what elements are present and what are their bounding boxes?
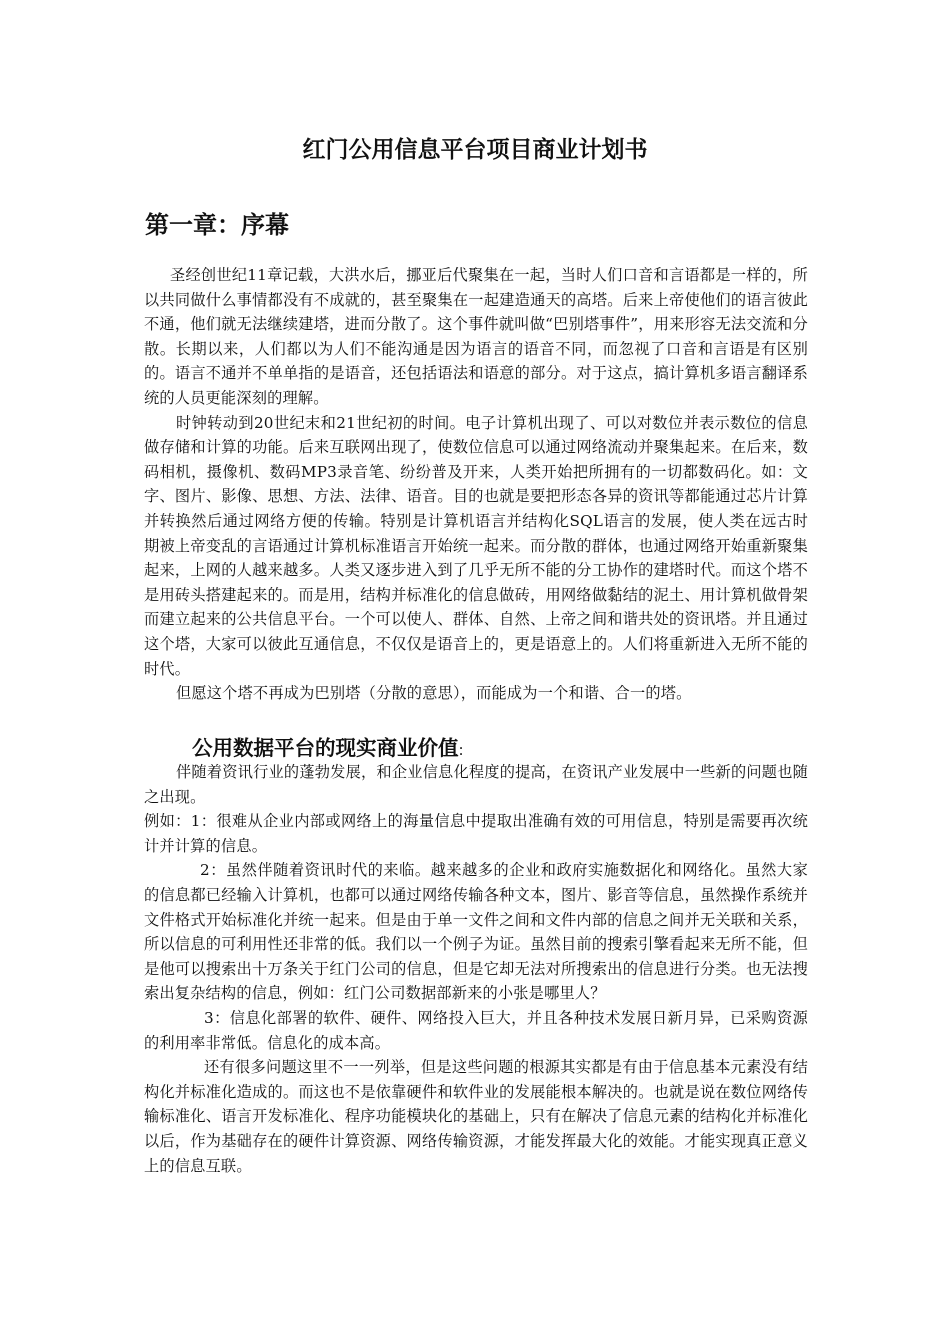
chapter-heading: 第一章：序幕 <box>145 211 289 239</box>
paragraph-hope: 但愿这个塔不再成为巴别塔（分散的意思），而能成为一个和谐、合一的塔。 <box>176 684 692 703</box>
paragraph-conclusion: 还有很多问题这里不一一列举，但是这些问题的根源其实都是有由于信息基本元素没有结构化并标准化造成的。而这也不是依靠硬件和软件业的发展能根本解决的。也就是说在数位网络传输标准化、语言开发标准化、程序功能模块化的基础上，只有在解决了信息元素的结构化并标准化以后，作为基础存在的硬件计算资源、网络传输资源，才能发挥最大化的效能。才能实现真正意义上的信息互联。 <box>144 1058 808 1175</box>
paragraph-problems-intro: 伴随着资讯行业的蓬勃发展，和企业信息化程度的提高，在资讯产业发展中一些新的问题也随之出现。 <box>144 763 808 806</box>
paragraph-problem-1: 例如：1：很难从企业内部或网络上的海量信息中提取出准确有效的可用信息，特别是需要再次统计并计算的信息。 <box>144 812 808 855</box>
intro-section <box>144 263 808 706</box>
document-title: 红门公用信息平台项目商业计划书 <box>302 137 648 163</box>
section-heading-text: 公用数据平台的现实商业价值 <box>192 736 459 760</box>
section-heading-colon: : <box>458 741 464 759</box>
paragraph-digital-era: 时钟转动到20世纪末和21世纪初的时间。电子计算机出现了、可以对数位并表示数位的信息做存储和计算的功能。后来互联网出现了，使数位信息可以通过网络流动并聚集起来。在后来，数码相机，摄像机、数码MP3录音笔、纷纷普及开来，人类开始把所拥有的一切都数码化。如：文字、图片、影像、思想、方法、法律、语音。目的也就是要把形态各异的资讯等都能通过芯片计算并转换然后通过网络方便的传输。特别是计算机语言并结构化SQL语言的发展，使人类在远古时期被上帝变乱的言语通过计算机标准语言开始统一起来。而分散的群体，也通过网络开始重新聚集起来，上网的人越来越多。人类又逐步进入到了几乎无所不能的分工协作的建塔时代。而这个塔不是用砖头搭建起来的。而是用，结构并标准化的信息做砖，用网络做黏结的泥土、用计算机做骨架而建立起来的公共信息平台。一个可以使人、群体、自然、上帝之间和谐共处的资讯塔。并且通过这个塔，大家可以彼此互通信息，不仅仅是语音上的，更是语意上的。人们将重新进入无所不能的时代。 <box>144 413 808 678</box>
paragraph-problem-3: 3：信息化部署的软件、硬件、网络投入巨大，并且各种技术发展日新月异，已采购资源的利用率非常低。信息化的成本高。 <box>144 1008 808 1052</box>
value-section <box>144 760 808 1178</box>
paragraph-babel-story: 圣经创世纪11章记载，大洪水后，挪亚后代聚集在一起，当时人们口音和言语都是一样的，所以共同做什么事情都没有不成就的，甚至聚集在一起建造通天的高塔。后来上帝使他们的语言彼此不通，他们就无法继续建塔，进而分散了。这个事件就叫做“巴别塔事件”，用来形容无法交流和分散。长期以来，人们都以为人们不能沟通是因为语言的语音不同，而忽视了口音和言语是有区别的。语言不通并不单单指的是语音，还包括语法和语意的部分。对于这点，搞计算机多语言翻译系统的人员更能深刻的理解。 <box>144 266 808 407</box>
paragraph-problem-2: 2：虽然伴随着资讯时代的来临。越来越多的企业和政府实施数据化和网络化。虽然大家的信息都已经输入计算机，也都可以通过网络传输各种文本，图片、影音等信息，虽然操作系统并文件格式开始标准化并统一起来。但是由于单一文件之间和文件内部的信息之间并无关联和关系，所以信息的可利用性还非常的低。我们以一个例子为证。虽然目前的搜索引擎看起来无所不能，但是他可以搜索出十万条关于红门公司的信息，但是它却无法对所搜索出的信息进行分类。也无法搜索出复杂结构的信息，例如：红门公司数据部新来的小张是哪里人？ <box>144 861 808 1003</box>
